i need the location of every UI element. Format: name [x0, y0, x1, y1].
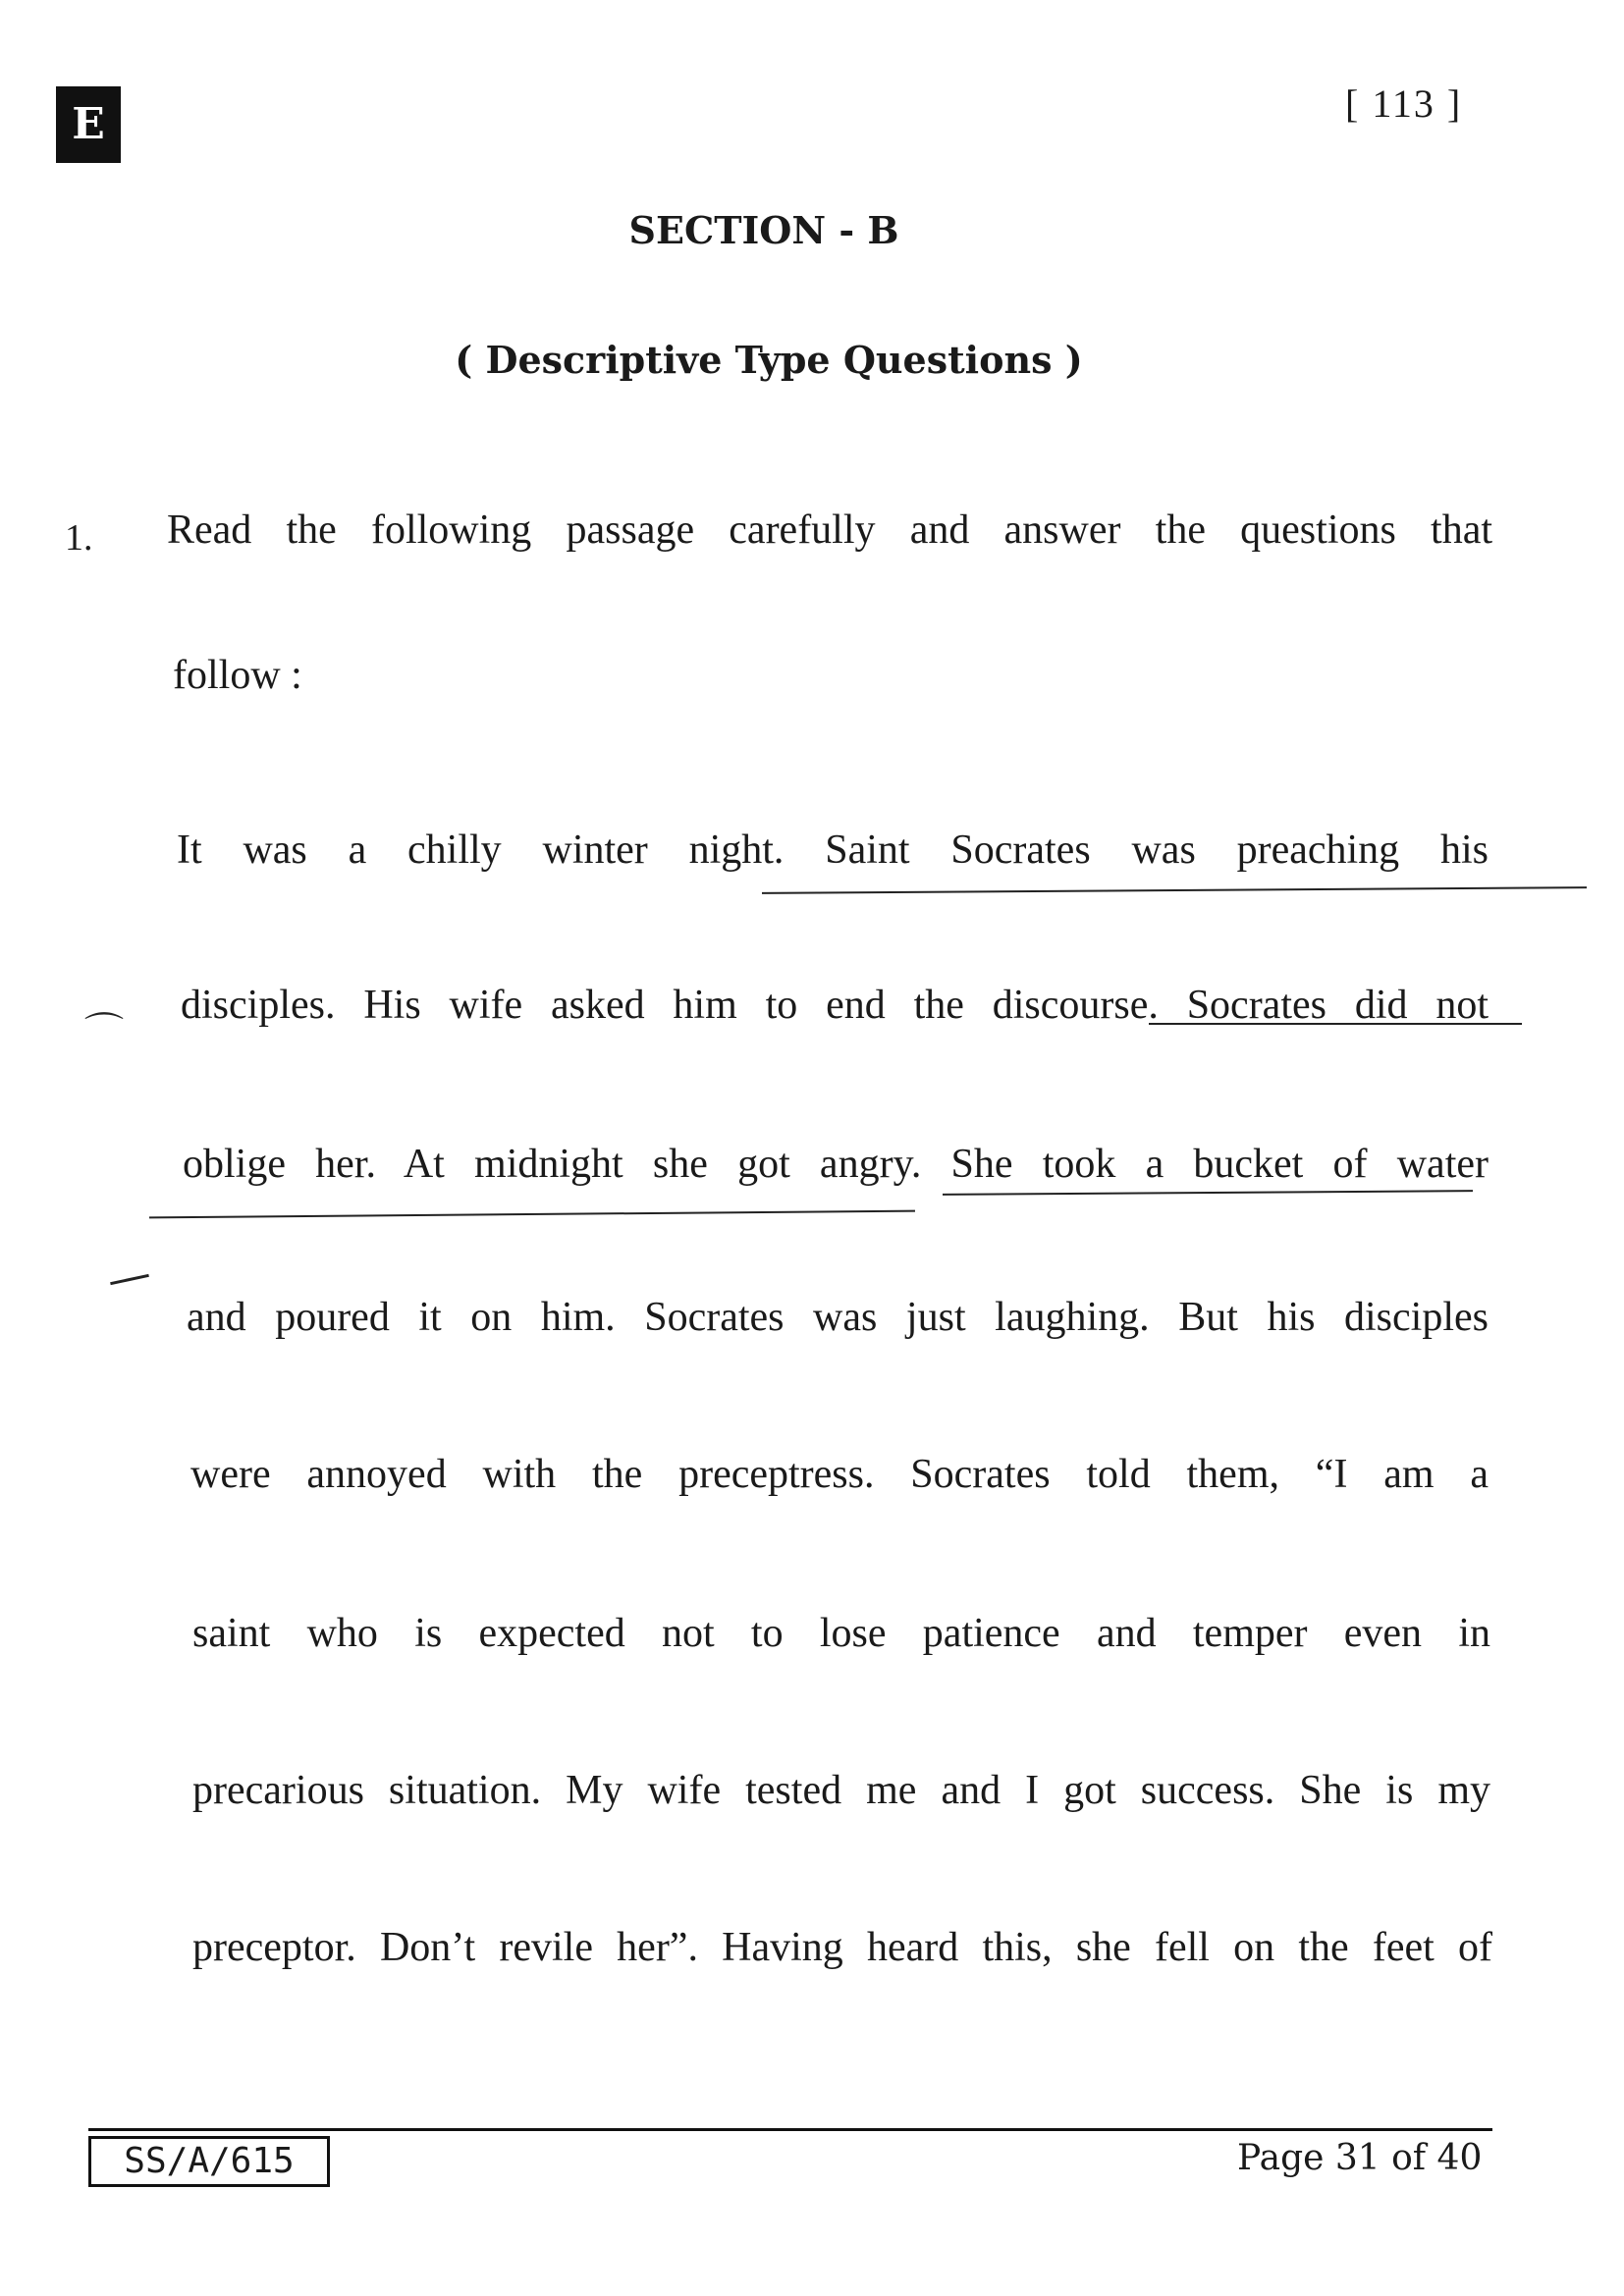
page-number: Page 31 of 40 [1237, 2138, 1483, 2178]
section-title: SECTION - B [628, 208, 899, 252]
question-number: 1. [65, 517, 93, 559]
pen-underline [149, 1210, 915, 1219]
passage-line-1: It was a chilly winter night. Saint Socrates was preaching his [177, 828, 1489, 873]
passage-line-3: oblige her. At midnight she got angry. She took a bucket of water [183, 1142, 1489, 1187]
margin-dash [110, 1274, 149, 1285]
passage-line-8: preceptor. Don’t revile her”. Having heard this, she fell on the feet of [192, 1925, 1492, 1970]
footer-rule [88, 2128, 1492, 2131]
page-code: [ 113 ] [1345, 81, 1463, 126]
prompt-line-2: follow : [173, 653, 302, 698]
pen-underline [1149, 1023, 1522, 1025]
passage-line-6: saint who is expected not to lose patience and temper even in [192, 1611, 1490, 1656]
section-subtitle: ( Descriptive Type Questions ) [455, 338, 1083, 382]
margin-mark: ⌒ [84, 1010, 124, 1055]
pen-underline [762, 886, 1587, 894]
passage-line-5: were annoyed with the preceptress. Socrates told them, “I am a [190, 1452, 1489, 1497]
paper-code: SS/A/615 [88, 2136, 330, 2187]
passage-line-4: and poured it on him. Socrates was just laughing. But his disciples [187, 1295, 1489, 1340]
pen-underline [943, 1190, 1473, 1196]
passage-line-2: disciples. His wife asked him to end the discourse. Socrates did not [181, 983, 1489, 1028]
passage-line-7: precarious situation. My wife tested me and I got success. She is my [192, 1768, 1490, 1813]
section-badge: E [56, 86, 121, 163]
prompt-line-1: Read the following passage carefully and answer the questions that [167, 507, 1492, 553]
